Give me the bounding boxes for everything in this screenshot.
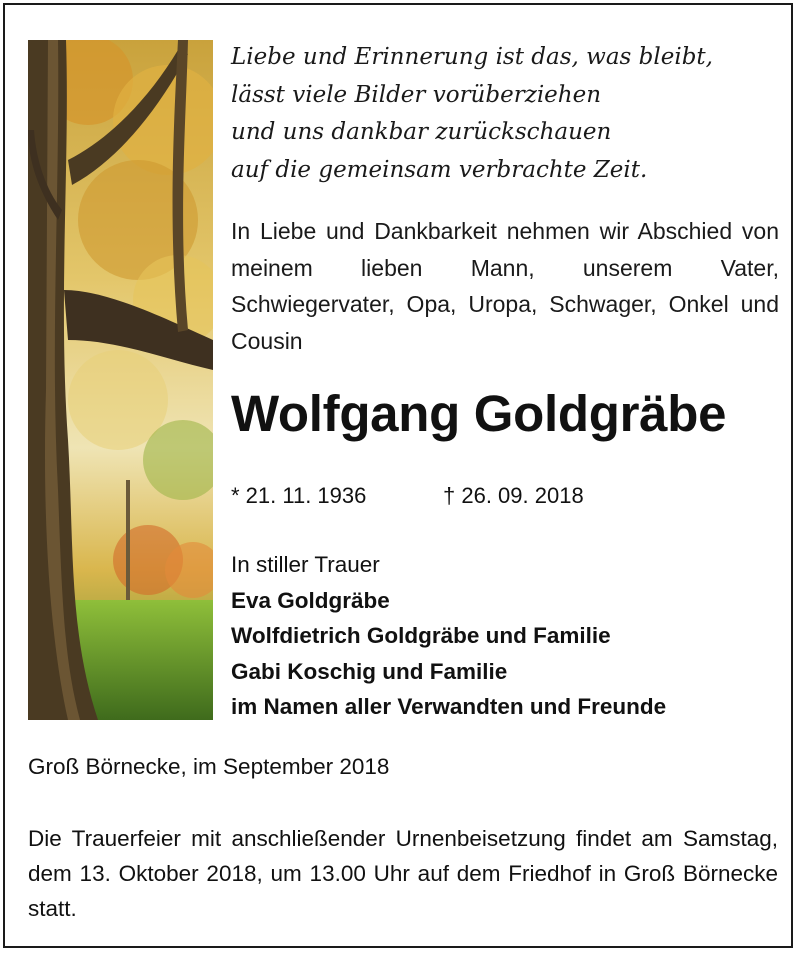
place-and-date: Groß Börnecke, im September 2018 [28,754,390,779]
death-date: † 26. 09. 2018 [443,483,584,508]
poem-line: und uns dankbar zurückschauen [231,119,612,145]
mourner-name: im Namen aller Verwandten und Freunde [231,694,667,719]
mourning-heading: In stiller Trauer [231,552,380,577]
mourner-name: Eva Goldgräbe [231,587,390,613]
obituary-frame [3,3,793,948]
deceased-name: Wolfgang Goldgräbe [231,385,727,442]
mourners-block [231,547,779,725]
mourner-name: Gabi Koschig und Familie [231,658,508,684]
funeral-notice: Die Trauerfeier mit anschließender Urnenbeisetzung findet am Samstag, dem 13. Oktober 2018, um 13.00 Uhr auf dem Friedhof in Groß Börnecke statt. [28,826,778,921]
poem-line: Liebe und Erinnerung ist das, was bleibt, [231,44,713,70]
poem [231,39,779,189]
birth-date: * 21. 11. 1936 [231,483,367,508]
farewell-intro: In Liebe und Dankbarkeit nehmen wir Abschied von meinem lieben Mann, unserem Vater, Schwiegervater, Opa, Uropa, Schwager, Onkel und Cousin [231,218,779,354]
tree-illustration [28,40,213,720]
poem-line: auf die gemeinsam verbrachte Zeit. [231,156,648,183]
autumn-tree-photo [28,40,213,720]
poem-line: lässt viele Bilder vorüberziehen [231,81,602,108]
life-dates [231,481,779,511]
mourner-name: Wolfdietrich Goldgräbe und Familie [231,623,611,648]
